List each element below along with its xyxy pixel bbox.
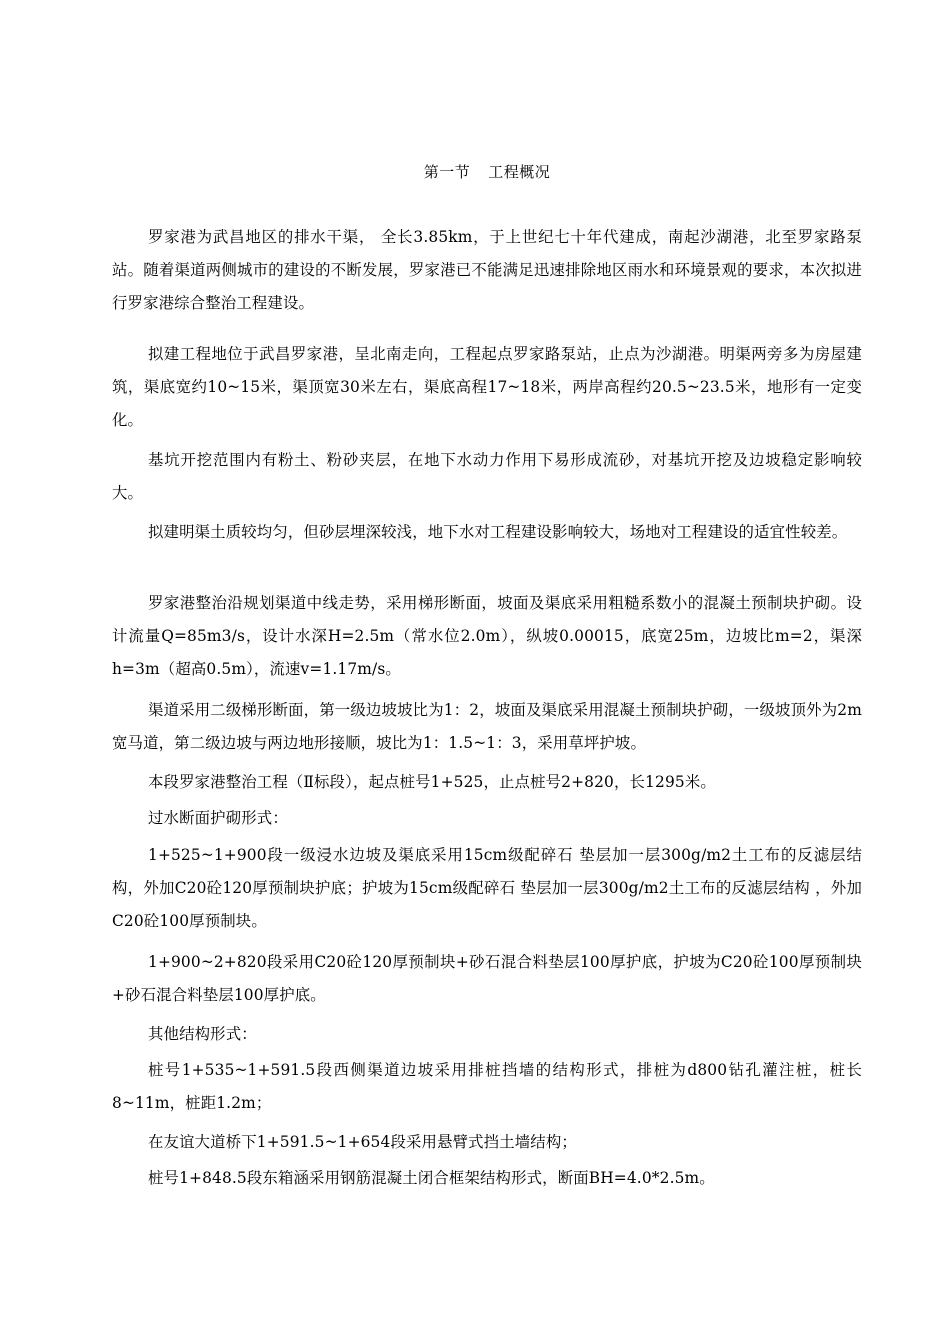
paragraph-other-structures-heading: 其他结构形式： [148, 1025, 257, 1043]
paragraph-lining-heading: 过水断面护砌形式： [148, 809, 288, 827]
paragraph-design-parameters: 罗家港整治沿规划渠道中线走势，采用梯形断面，坡面及渠底采用粗糙系数小的混凝土预制块护砌。设计流量Q=85m3/s，设计水深H=2.5m（常水位2.0m），纵坡0.00015，底宽25m，边坡比m=2，渠深h=3m（超高0.5m），流速v=1.17m/s。 [112, 594, 862, 678]
paragraph-lining-segment-1: 1+525~1+900段一级浸水边坡及渠底采用15cm级配碎石 垫层加一层300g/m2土工布的反滤层结构，外加C20砼120厚预制块护底；护坡为15cm级配碎石 垫层加一层300g/m2土工布的反滤层结构 ，外加C20砼100厚预制块。 [112, 846, 862, 930]
section-number: 第一节 [423, 163, 471, 181]
paragraph-box-culvert: 桩号1+848.5段东箱涵采用钢筋混凝土闭合框架结构形式，断面BH=4.0*2.5m。 [148, 1169, 715, 1187]
paragraph-soil-layers: 基坑开挖范围内有粉土、粉砂夹层，在地下水动力作用下易形成流砂，对基坑开挖及边坡稳定影响较大。 [112, 451, 862, 502]
document-page [112, 0, 862, 1344]
paragraph-pile-wall: 桩号1+535~1+591.5段西侧渠道边坡采用排桩挡墙的结构形式，排桩为d800钻孔灌注桩，桩长8~11m，桩距1.2m； [112, 1061, 862, 1112]
section-title: 工程概况 [488, 163, 551, 181]
paragraph-cantilever-wall: 在友谊大道桥下1+591.5~1+654段采用悬臂式挡土墙结构； [148, 1133, 577, 1151]
paragraph-soil-quality: 拟建明渠土质较均匀，但砂层埋深较浅，地下水对工程建设影响较大，场地对工程建设的适宜性较差。 [148, 523, 848, 541]
paragraph-overview: 罗家港为武昌地区的排水干渠， 全长3.85km，于上世纪七十年代建成，南起沙湖港，北至罗家路泵站。随着渠道两侧城市的建设的不断发展，罗家港已不能满足迅速排除地区雨水和环境景观的要求，本次拟进行罗家港综合整治工程建设。 [112, 228, 862, 312]
paragraph-cross-section: 渠道采用二级梯形断面，第一级边坡坡比为1：2，坡面及渠底采用混凝土预制块护砌，一级坡顶外为2m宽马道，第二级边坡与两边地形接顺，坡比为1：1.5~1：3，采用草坪护坡。 [112, 701, 862, 752]
paragraph-lining-segment-2: 1+900~2+820段采用C20砼120厚预制块+砂石混合料垫层100厚护底，护坡为C20砼100厚预制块+砂石混合料垫层100厚护底。 [112, 953, 862, 1004]
section-heading [112, 161, 862, 183]
paragraph-location: 拟建工程地位于武昌罗家港，呈北南走向，工程起点罗家路泵站，止点为沙湖港。明渠两旁多为房屋建筑，渠底宽约10~15米，渠顶宽30米左右，渠底高程17~18米，两岸高程约20.5~23.5米，地形有一定变化。 [112, 345, 862, 429]
paragraph-section-range: 本段罗家港整治工程（Ⅱ标段），起点桩号1+525，止点桩号2+820，长1295米。 [148, 773, 716, 791]
